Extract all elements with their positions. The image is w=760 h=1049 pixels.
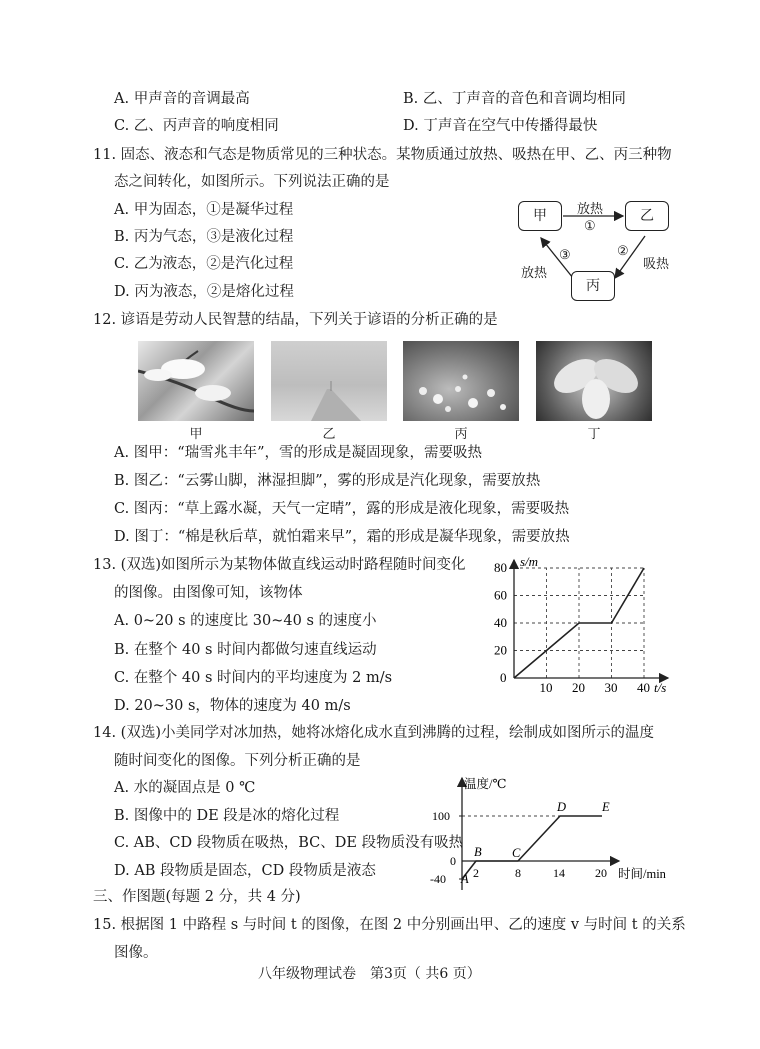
- q13-option-d: D. 20~30 s，物体的速度为 40 m/s: [114, 698, 351, 714]
- state-box-yi: 乙: [625, 201, 669, 231]
- series-line-temperature: [462, 816, 602, 879]
- point-label-D: D: [557, 800, 567, 814]
- point-label-A: A: [461, 872, 469, 886]
- q14-option-b: B. 图像中的 DE 段是冰的熔化过程: [114, 808, 340, 824]
- dew-drops-drawing: [403, 341, 519, 421]
- caption-ding: 丁: [587, 427, 601, 442]
- frost-leaf-image: [536, 341, 652, 421]
- snow-branch-image: [138, 341, 254, 421]
- q13-stem-line2: 的图像。由图像可知，该物体: [114, 585, 303, 601]
- x-tick-30: 30: [604, 680, 618, 695]
- section-3-heading: 三、作图题(每题 2 分，共 4 分): [93, 889, 301, 905]
- state-box-jia: 甲: [518, 201, 562, 231]
- x-tick-20: 20: [595, 866, 607, 880]
- q13-option-a: A. 0~20 s 的速度比 30~40 s 的速度小: [114, 613, 377, 629]
- q12-option-a: A. 图甲：“瑞雪兆丰年”，雪的形成是凝固现象，需要吸热: [114, 445, 483, 461]
- label-absorb-heat: 吸热: [643, 257, 670, 272]
- q13-stem-line1: 13. (双选)如图所示为某物体做直线运动时路程随时间变化: [93, 557, 466, 573]
- label-top-release-heat: 放热: [577, 202, 604, 217]
- q12-stem: 12. 谚语是劳动人民智慧的结晶，下列关于谚语的分析正确的是: [93, 312, 498, 328]
- caption-bing: 丙: [454, 427, 468, 442]
- q12-option-d: D. 图丁：“棉是秋后草，就怕霜来早”，霜的形成是凝华现象，需要放热: [114, 529, 570, 545]
- origin-label: 0: [500, 670, 507, 685]
- q13-option-b: B. 在整个 40 s 时间内都做匀速直线运动: [114, 642, 377, 658]
- x-axis-label: t/s: [654, 680, 667, 695]
- y-axis-label: 温度/℃: [464, 777, 507, 791]
- q11-option-b: B. 丙为气态，③是液化过程: [114, 229, 294, 245]
- y-tick-80: 80: [494, 560, 507, 575]
- point-label-B: B: [474, 845, 482, 859]
- fog-road-drawing: [271, 341, 387, 421]
- caption-jia: 甲: [189, 427, 203, 442]
- state-box-bing: 丙: [571, 271, 615, 301]
- q12-option-c: C. 图丙：“草上露水凝，天气一定晴”，露的形成是液化现象，需要吸热: [114, 501, 570, 517]
- q15-line2: 图像。: [114, 945, 158, 961]
- label-process-2: ②: [617, 244, 629, 259]
- q15-line1: 15. 根据图 1 中路程 s 与时间 t 的图像，在图 2 中分别画出甲、乙的速度 v 与时间 t 的关系: [93, 917, 686, 933]
- label-left-release-heat: 放热: [521, 266, 548, 281]
- y-tick-100: 100: [432, 809, 450, 823]
- page-footer: 八年级物理试卷 第3页（ 共6 页）: [258, 966, 481, 982]
- point-label-E: E: [602, 800, 610, 814]
- y-axis-label: s/m: [520, 554, 539, 569]
- x-axis-label: 时间/min: [618, 867, 666, 881]
- q10-option-a: A. 甲声音的音调最高: [114, 91, 250, 107]
- y-tick-40: 40: [494, 615, 507, 630]
- q10-option-b: B. 乙、丁声音的音色和音调均相同: [403, 91, 626, 107]
- q14-option-a: A. 水的凝固点是 0 ℃: [114, 780, 256, 796]
- q10-option-c: C. 乙、丙声音的响度相同: [114, 118, 279, 134]
- point-label-C: C: [512, 846, 521, 860]
- state-change-diagram: [505, 192, 685, 304]
- label-process-1: ①: [584, 219, 596, 234]
- fog-road-image: [271, 341, 387, 421]
- x-tick-40: 40: [637, 680, 650, 695]
- caption-yi: 乙: [322, 427, 336, 442]
- origin-label: 0: [450, 854, 456, 868]
- dew-leaf-image: [403, 341, 519, 421]
- x-tick-20: 20: [572, 680, 585, 695]
- y-tick-20: 20: [494, 642, 507, 658]
- q11-stem-line1: 11. 固态、液态和气态是物质常见的三种状态。某物质通过放热、吸热在甲、乙、丙三种物: [93, 147, 672, 163]
- q14-option-d: D. AB 段物质是固态，CD 段物质是液态: [114, 863, 376, 879]
- q14-stem-line1: 14. (双选)小美同学对冰加热，她将冰熔化成水直到沸腾的过程，绘制成如图所示的温度: [93, 725, 654, 741]
- distance-time-chart: [480, 552, 680, 700]
- q12-option-b: B. 图乙：“云雾山脚，淋湿担脚”，雾的形成是汽化现象，需要放热: [114, 473, 541, 489]
- temperature-time-chart: [424, 770, 674, 898]
- q14-option-c: C. AB、CD 段物质在吸热，BC、DE 段物质没有吸热: [114, 835, 464, 851]
- q11-stem-line2: 态之间转化，如图所示。下列说法正确的是: [114, 174, 390, 190]
- q10-option-d: D. 丁声音在空气中传播得最快: [403, 118, 598, 134]
- q13-option-c: C. 在整个 40 s 时间内的平均速度为 2 m/s: [114, 670, 393, 686]
- x-tick-14: 14: [553, 866, 565, 880]
- q11-option-d: D. 丙为液态，②是熔化过程: [114, 284, 294, 300]
- q11-option-c: C. 乙为液态，②是汽化过程: [114, 256, 294, 272]
- y-tick-60: 60: [494, 587, 507, 603]
- q14-stem-line2: 随时间变化的图像。下列分析正确的是: [114, 753, 361, 769]
- x-tick-8: 8: [515, 866, 521, 880]
- x-tick-2: 2: [473, 866, 479, 880]
- x-tick-10: 10: [539, 680, 553, 695]
- q11-option-a: A. 甲为固态，①是凝华过程: [114, 202, 294, 218]
- y-tick--40: -40: [430, 872, 446, 886]
- frost-leaf-drawing: [536, 341, 652, 421]
- snow-branch-drawing: [138, 341, 254, 421]
- label-process-3: ③: [559, 248, 571, 263]
